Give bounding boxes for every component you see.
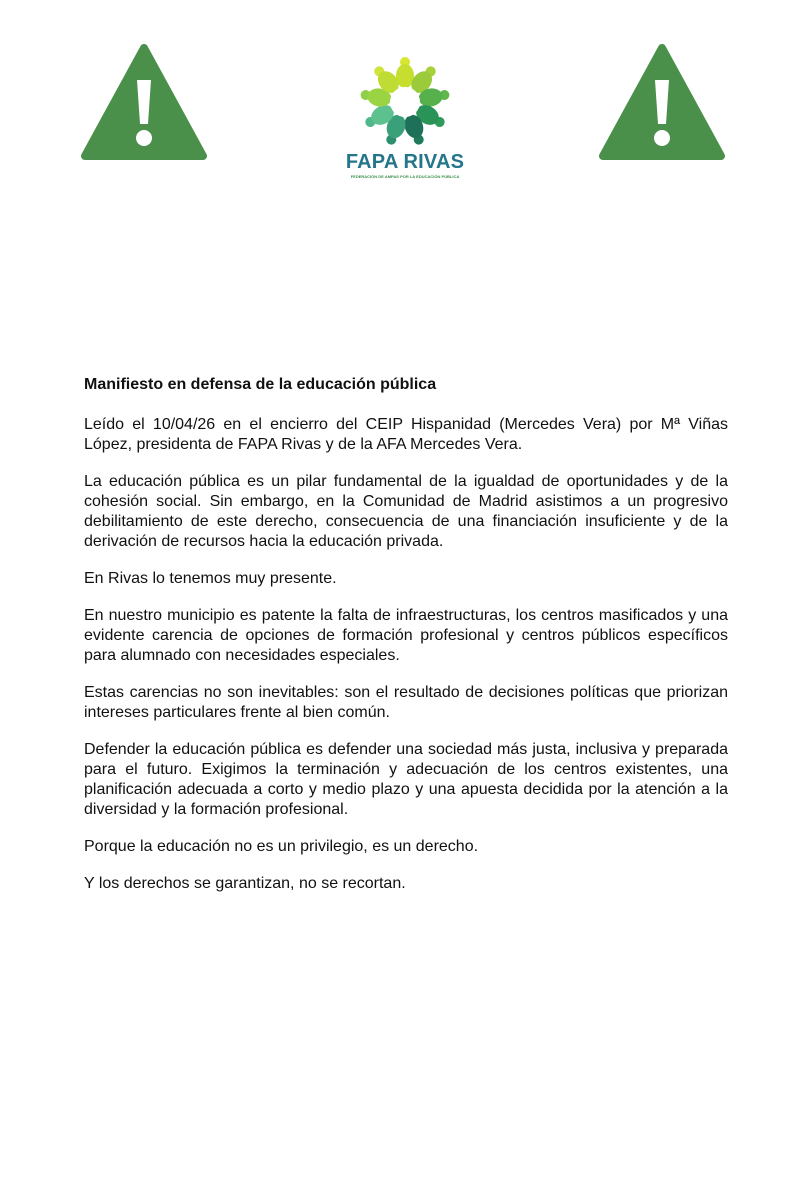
logo-name: FAPA RIVAS xyxy=(345,151,465,173)
paragraph-municipality: En nuestro municipio es patente la falta de infraestructuras, los centros masificados y una evidente carencia de opciones de formación profesional y centros públicos específicos para alumnado con necesidades especiales. xyxy=(84,607,728,664)
document-title: Manifiesto en defensa de la educación pública xyxy=(84,376,437,393)
paragraph-rivas: En Rivas lo tenemos muy presente. xyxy=(84,570,337,587)
paragraph-public-education: La educación pública es un pilar fundamental de la igualdad de oportunidades y de la cohesión social. Sin embargo, en la Comunidad de Madrid asistimos a un progresivo debilitamiento de este derecho, consecuencia de una financiación insuficiente y de la derivación de recursos hacia la educación privada. xyxy=(84,473,728,550)
manifesto-content xyxy=(84,375,728,911)
warning-icon xyxy=(81,44,207,162)
fapa-rivas-logo xyxy=(340,50,470,185)
paragraph-defend: Defender la educación pública es defender una sociedad más justa, inclusiva y preparada para el futuro. Exigimos la terminación y adecuación de los centros existentes, una planificación adecuada a corto y medio plazo y una apuesta decidida por la atención a la diversidad y la formación profesional. xyxy=(84,741,728,818)
paragraph-read-info: Leído el 10/04/26 en el encierro del CEIP Hispanidad (Mercedes Vera) por Mª Viñas López, presidenta de FAPA Rivas y de la AFA Mercedes Vera. xyxy=(84,416,728,453)
paragraph-shortcomings: Estas carencias no son inevitables: son el resultado de decisiones políticas que priorizan intereses particulares frente al bien común. xyxy=(84,684,728,721)
warning-icon xyxy=(599,44,725,162)
paragraph-closing: Y los derechos se garantizan, no se recortan. xyxy=(84,875,406,892)
people-circle-logo-icon xyxy=(355,50,455,150)
logo-tagline: FEDERACIÓN DE AMPAS POR LA EDUCACIÓN PÚBLICA xyxy=(350,174,460,179)
paragraph-right: Porque la educación no es un privilegio, es un derecho. xyxy=(84,838,479,855)
